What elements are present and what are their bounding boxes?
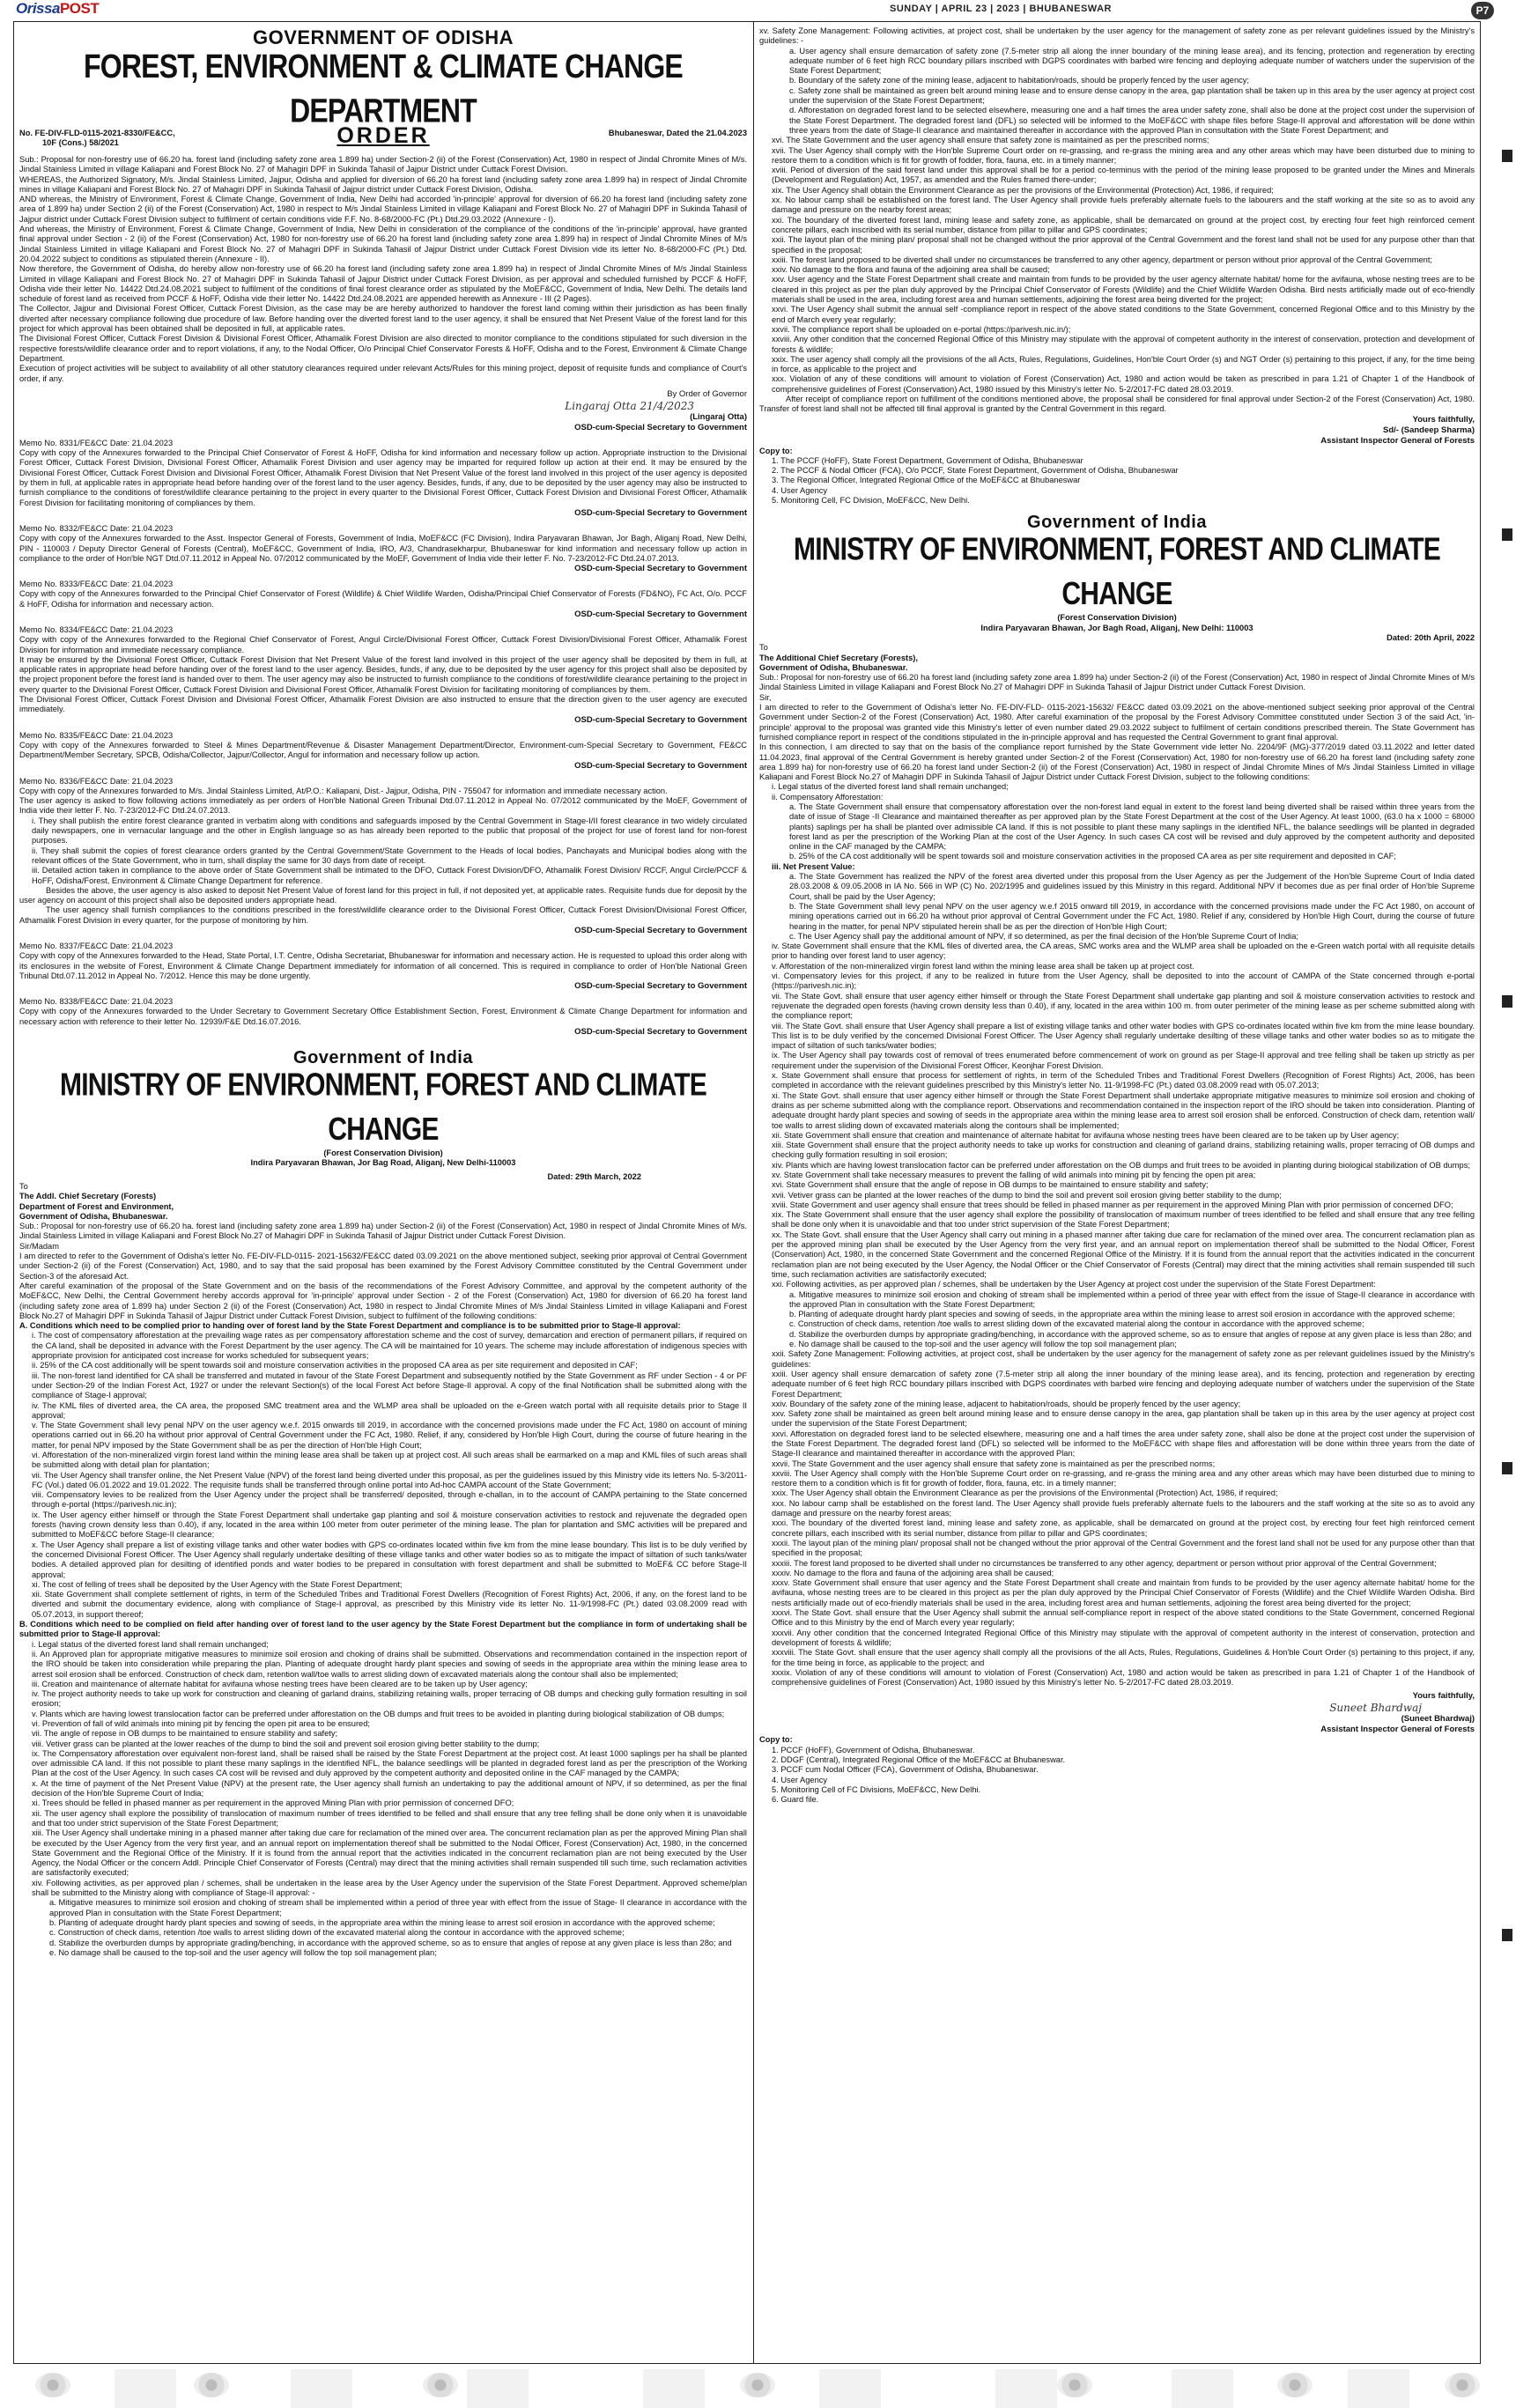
registration-mark	[1057, 2373, 1092, 2397]
conditions-list	[759, 942, 1475, 1289]
masthead	[0, 0, 1516, 19]
condition-subitem: a. Mitigative measures to minimize soil erosion and choking of stream shall be implemented within a period of three year with effect from the issue of Stage-II clearance in accordance with the approved Plan in consultation with the State Forest Department;	[789, 1289, 1475, 1309]
officer-name: Sd/- (Sandeep Sharma)	[1383, 425, 1475, 435]
officer-title: OSD-cum-Special Secretary to Government	[574, 609, 747, 619]
condition-item: xiv. Following activities, as per approved plan / schemes, shall be undertaken in the lease area by the User Agency under the supervision of the State Forest Department. Approved scheme/plan shall be submitted to the Ministry along with compliance of Stage-II approval: -	[32, 1878, 747, 1898]
copy-list	[759, 1746, 1475, 1806]
subject-para: Sub.: Proposal for non-forestry use of 66.20 ha. forest land (including safety zone area 1.899 ha) under Section-2 (ii) of the Forest (Conservation) Act, 1980 in respect of Jindal Chromite Mines of M/s. Jindal Stainless Limited in village Kaliapani and Forest Block No.27 of Mahagiri DPF in Sukinda Tahasil of Jajpur District under Cuttack Forest Division.	[19, 1222, 747, 1241]
officer-title: OSD-cum-Special Secretary to Government	[574, 564, 747, 574]
registration-mark	[1445, 2373, 1480, 2397]
addressee: Government of Odisha, Bhubaneswar.	[19, 1211, 168, 1221]
to-line: To	[19, 1181, 28, 1191]
memo-item: iii. Detailed action taken in compliance to the above order of State Government shall be intimated to the DFO, Cuttack Forest Division/DFO, Athamalik Forest Division/ RCCF, Angul Circle/PCCF & HoFF, Odisha/Forest, Environment & Climate Change Department for reference.	[32, 866, 747, 885]
condition-item: xxii. The layout plan of the mining plan/ proposal shall not be changed without the prior approval of the Central Government and the forest land shall not be used for any purpose other than that specified in the proposal;	[772, 235, 1475, 255]
registration-mark	[1277, 2373, 1313, 2397]
addressee: Government of Odisha, Bhubaneswar.	[759, 662, 908, 672]
by-order: By Order of Governor	[667, 388, 747, 399]
officer-title: Assistant Inspector General of Forests	[1320, 1725, 1475, 1735]
condition-item: xiii. The User Agency shall undertake mining in a phased manner after taking due care for reclamation of the mined over area. The concurrent reclamation plan as per the approved Mining Plan shall be executed by the User Agency from the very first year, and an annual report on implementation thereof shall be submitted to the Nodal Officer, Forest (Conservation) Act, 1980, in the concerned State Government and the Regional Office of the Ministry. If it is found from the annual report that the activities indicated in the concurrent reclamation plan are not being executed by the User Agency, the Nodal Officer or the concern Addl. Principle Chief Conservator of Forests (Central) may direct that the mining activities shall remain suspended till such time, such reclamation activities are satisfactorily executed;	[32, 1828, 747, 1878]
npv-sublist	[759, 872, 1475, 942]
memo-body: It may be ensured by the Divisional Forest Officer, Cuttack Forest Division that Net Present Value of the forest land involved in this project of the user agency shall be deposited by them in full, at applicable rates in appropriate head before handing over of the forest land to the user agency. Besides, funds, if any, due to be deposited by the user agency for this project shall also be deposited by the project proponent before the forest land is handed over to them. The user agency may also be instructed to furnish compliance to the conditions of forest/wildlife clearance pertaining to the project in every quarter to the Divisional Forest Officer, Cuttack Forest Division and Divisional Forest Officer, Athamalik Forest Division for facilitating monitoring of compliances by them.	[19, 654, 747, 694]
condition-subitem: a. The State Government shall ensure that compensatory afforestation over the non-forest land equal in extent to the forest land being diverted shall be raised within three years from the date of issue of Stage -II Clearance and maintained thereafter as per approved plan by the State Forest Department at the cost of the User Agency. At least 1000, (63.0 ha x 1000 = 68000 plants) saplings per ha shall be planted over admissible CA land. If this is not possible to plant these many saplings in the identified NFL, the balance seedlings will be planted in degraded forest land as per the prescription of the Working Plan at the cost of the User Agency. In such cases CA cost will be revised and duly approved by the competent authority and deposited online in the CAF managed by the CAMPA;	[789, 802, 1475, 852]
section-heading: A. Conditions which need to be complied prior to handing over of forest land by the State Forest Department and compliance is to be submitted prior to Stage-II approval:	[19, 1321, 681, 1331]
condition-subitem: a. The State Government has realized the NPV of the forest area diverted under this proposal from the User Agency as per the Judgement of the Hon'ble Supreme Court of India dated 28.03.2008 & 09.05.2008 in IA No. 566 in WP (C) No. 202/1995 and guidelines issued by this Ministry in this regard. Additional NPV if becomes due as per final order of Hon'ble Supreme Court, shall be paid by the User Agency;	[789, 872, 1475, 901]
condition-item: xxv. Safety zone shall be maintained as green belt around mining lease and to ensure dense canopy in the area, gap plantation shall be taken up in this area by the user agency at project cost under the supervision of the State Forest Department;	[772, 1409, 1475, 1429]
condition-item: viii. Compensatory levies to be realized from the User Agency under the project shall be transferred/ deposited, through e-challan, in to the account of CAMPA pertaining to the State concerned through e-portal (https://parivesh.nic.in);	[32, 1490, 747, 1510]
condition-item: viii. Vetiver grass can be planted at the lower reaches of the dump to bind the soil and prevent soil erosion giving better stability to the dump;	[32, 1739, 540, 1748]
memo-body: Copy with copy of the Annexures forwarded to M/s. Jindal Stainless Limited, At/P.O.: Kaliapani, Dist.- Jajpur, Odisha, PIN - 755047 for information and immediate necessary action.	[19, 786, 668, 795]
order-title: ORDER	[336, 123, 430, 148]
officer-name: (Lingaraj Otta)	[690, 411, 747, 422]
condition-item: xxvii. The compliance report shall be uploaded on e-portal (https://parivesh.nic.in/);	[772, 324, 1071, 334]
copy-recipient: 1. PCCF (HoFF), Government of Odisha, Bhubaneswar.	[772, 1745, 975, 1754]
section-heading: B. Conditions which need to be complied on field after handing over of forest land to the user agency by the State Forest Department but the compliance in form of undertaking shall be submitted prior to Stage-II approval:	[19, 1620, 747, 1639]
condition-item: ix. The User agency either himself or through the State Forest Department shall undertake gap planting and soil & moisture conservation activities to restock and rejuvenate the degraded open forests (having crown density less than 0.40), if any, located in the area within 100 meter from outer perimeter of the mining lease. The plan for plantation and SMC activities will be prepared and submitted to MoEF&CC before Stage-II clearance;	[32, 1510, 747, 1540]
brand-logo: OrissaPOST	[16, 0, 100, 17]
body-para: The Divisional Forest Officer, Cuttack Forest Division & Divisional Forest Officer, Athamalik Forest Division are also directed to monitor compliance to the conditions stipulated for such diversion in the respective forests/wildlife clearance order and to report violations, if any, to the Nodal Officer, O/o Principal Chief Conservator Forests & HoFF, Odisha and to the Forest, Environment & Climate Change Department.	[19, 334, 747, 363]
addressee: The Additional Chief Secretary (Forests),	[759, 653, 918, 662]
copy-recipient: 2. The PCCF & Nodal Officer (FCA), O/o PCCF, State Forest Department, Government of Odisha, Bhubaneswar	[772, 466, 1179, 476]
condition-subitem: c. Construction of check dams, retention /toe walls to arrest sliding down of the excavated material along the contour in accordance with the approved scheme;	[789, 1319, 1364, 1329]
condition-item: xxi. Following activities, as per approved plan / schemes, shall be undertaken by the User Agency at project cost under the supervision of the State Forest Department:	[772, 1280, 1376, 1289]
condition-subitem: a. Mitigative measures to minimize soil erosion and choking of stream shall be implemented within a period of three year with effect from the issue of Stage- II clearance in accordance with the approved Plan in consultation with the State Forest Department;	[49, 1898, 747, 1917]
condition-item: x. At the time of payment of the Net Present Value (NPV) at the present rate, the User agency shall furnish an undertaking to pay the additional amount of NPV, if so determined, as per the final decision of the Hon'ble Supreme Court of India;	[32, 1778, 747, 1799]
condition-subitem: b. The State Government shall levy penal NPV on the user agency w.e.f 2015 onward till 2019, in accordance with the concerned provisions made under the FC Act 1980, on account of mining operations carried out in 66.20 ha without prior approval of Central Government under the FC Act, 1980. Relief if any, considered by Hon'ble High Court, during the course of future hearing in the matter, for penal NPV stipulated herein shall be as per the direction of Hon'ble High Court;	[789, 901, 1475, 931]
condition-subitem: e. No damage shall be caused to the top-soil and the user agency will follow the top soil management plan;	[49, 1947, 437, 1957]
column-divider	[753, 21, 754, 2364]
copy-to-heading: Copy to:	[759, 446, 793, 455]
condition-item: vi. Compensatory levies for this project, if any to be realized in future from the User Agency, shall be deposited to into the account of CAMPA of the State concerned through e-portal (https://parivesh.nic.in);	[772, 971, 1475, 991]
copy-recipient: 1. The PCCF (HoFF), State Forest Department, Government of Odisha, Bhubaneswar	[772, 455, 1083, 465]
memo-body: Besides the above, the user agency is also asked to deposit Net Present Value of forest land for this project in full, if not deposited yet, at applicable rates. Requisite funds due for deposit by the user agency on account of this project shall also be deposited unders appropriate head.	[19, 885, 747, 905]
condition-item: xxxii. The layout plan of the mining plan/ proposal shall not be changed without the prior approval of the Central Government and the forest land shall not be used for any purpose other than that specified in the proposal;	[772, 1538, 1475, 1558]
condition-item: xi. The cost of felling of trees shall be deposited by the User Agency with the State Forest Department;	[32, 1579, 403, 1589]
condition-item: xx. The State Govt. shall ensure that the User Agency shall carry out mining in a phased manner after taking due care for reclamation of the mined over area. The concurrent reclamation plan as per the approved mining plan shall be executed by the User Agency from the very first year, and an annual report on implementation thereof shall be submitted to the Nodal Officer, Forest (Conservation) Act, 1980, in the concerned State Government and the concerned Regional Office of the Ministry. If it is found from the annual report that the activities indicated in the concurrent reclamation plan are not being executed by the User Agency, the Nodal Officer or the Chief Conservator of Forests (Central) may direct that the mining activities shall remain suspended till such time, such reclamation activities are satisfactorily executed;	[772, 1230, 1475, 1279]
condition-subitem: c. Safety zone shall be maintained as green belt around mining lease and to ensure dense canopy in the area, gap plantation shall be taken up in this area by the user agency at project cost under the supervision of the State Forest Department;	[789, 85, 1475, 106]
condition-item: xxxi. The boundary of the diverted forest land, mining lease and safety zone, as applicable, shall be demarcated on ground at the project cost, by erecting four feet high reinforced cement concrete pillars, each inscribed with its serial number, distance from pillar to pillar and GPS coordinates;	[772, 1518, 1475, 1538]
condition-item: xv. Safety Zone Management: Following activities, at project cost, shall be undertaken by the user agency for the management of safety zone as per relevant guidelines issued by the Ministry's guidelines: -	[759, 26, 1475, 46]
yours-faithfully: Yours faithfully,	[1412, 414, 1475, 425]
body-para: Execution of project activities will be subject to availability of all other statutory clearances required under relevant Acts/Rules for this mining project, deposit of requisite funds and compliance of Court's order, if any.	[19, 364, 747, 383]
condition-item: xvi. The State Government and the user agency shall ensure that safety zone is maintained as per the prescribed norms;	[772, 136, 1209, 145]
condition-item: v. The State Government shall levy penal NPV on the user agency w.e.f. 2015 onwards till 2019, in accordance with the concerned provisions made under the FC Act, 1980 on account of mining operations carried out in 66.20 ha without prior approval of Central Government under the FC Act, 1980. Relief, if any, considered by Hon'ble High Court, during the course of future hearing in the matter, for penal NPV imposed by the State Government shall be as per the direction of Hon'ble High Court;	[32, 1421, 747, 1450]
condition-item: xii. The user agency shall explore the possibility of translocation of maximum number of trees identified to be felled and shall ensure that any tree felling shall be done only when it is unavoidable and that too under strict supervision of the State Forest Department;	[32, 1808, 747, 1828]
officer-title: OSD-cum-Special Secretary to Government	[574, 981, 747, 992]
safety-zone-sublist	[759, 47, 1475, 137]
condition-item: xii. State Government shall ensure that creation and maintenance of alternate habitat for avifauna whose nesting trees have been cleared are to be taken up by User agency;	[772, 1130, 1400, 1140]
conditions-list	[759, 1370, 1475, 1688]
condition-item: xvi. State Government shall ensure that the angle of repose in OB dumps to be maintained to ensure stability and safety;	[772, 1180, 1209, 1190]
odisha-gov-heading: GOVERNMENT OF ODISHA	[252, 26, 514, 48]
condition-item: iv. The KML files of diverted area, the CA area, the proposed SMC treatment area and the WLMP area shall be uploaded on the e-Green watch portal with all requisite details prior to Stage II approval;	[32, 1400, 747, 1420]
side-tick	[1502, 1929, 1512, 1941]
condition-item: xxxiv. No damage to the flora and fauna of the adjoining area shall be caused;	[772, 1568, 1054, 1577]
side-tick	[1502, 528, 1512, 541]
condition-item: xxxvii. Any other condition that the concerned Integrated Regional Office of this Ministry may stipulate with the approval of competent authority in the interest of conservation, protection and development of forests & wildlife;	[772, 1628, 1475, 1647]
condition-item: ix. The User Agency shall pay towards cost of removal of trees enumerated before commencement of work on ground as per Stage-II approval and tree felling shall be taken up strictly as per requirement under the supervision of the Divisional Forest Officer, Keonjhar Forest Division.	[772, 1051, 1475, 1070]
activities-sublist	[759, 1290, 1475, 1350]
letter-date: Dated: 20th April, 2022	[1387, 632, 1475, 642]
conditions-sublist-b	[19, 1898, 747, 1958]
memo-number: Memo No. 8335/FE&CC Date: 21.04.2023	[19, 730, 174, 740]
memo-number: Memo No. 8338/FE&CC Date: 21.04.2023	[19, 997, 174, 1007]
body-para: I am directed to refer to the Government of Odisha's letter No. FE-DIV-FLD-0115- 2021-15632/FE&CC dated 03.09.2021 on the above mentioned subject, seeking prior approval of Central Government under Section-2 (ii) of the Forest (Conservation) Act, 1980, and to say that the said proposal has been examined by the Forest Advisory Committee constituted by the Central Government under Section-3 of the aforesaid Act.	[19, 1252, 747, 1281]
condition-item: xix. The State Government shall ensure that the user agency shall explore the possibility of translocation of maximum number of trees identified to be felled and shall ensure that any tree felling shall be done only when it is unavoidable and that too under strict supervision of the State Forest Department;	[772, 1210, 1475, 1230]
ca-sublist	[759, 802, 1475, 862]
yours-faithfully: Yours faithfully,	[1412, 1691, 1475, 1702]
division: (Forest Conservation Division)	[1057, 613, 1177, 623]
page-number-badge: P7	[1471, 2, 1494, 19]
memo-body: Copy with copy of the Annexures forwarded to the Principal Chief Conservator of Forest (Wildlife) & Chief Wildlife Warden, Odisha/Principal Chief Conservator of Forests (FD&NO), FC Act, O/o. PCCF & HoFF, Odisha for information and necessary action.	[19, 589, 747, 609]
condition-item: xxvii. The State Government and the user agency shall ensure that safety zone is maintained as per the prescribed norms;	[772, 1459, 1216, 1468]
letter-date: Dated: 29th March, 2022	[547, 1171, 641, 1181]
condition-item: vii. The State Govt. shall ensure that user agency either himself or through the State Forest Department shall undertake gap planting and soil & moisture conservation activities to restock and rejuvenate the degraded open forests (having crown density less than 0.40), if any, located in the area within 100 m. from outer perimeter of the mining lease as per scheme submitted along with the compliance report;	[772, 991, 1475, 1021]
condition-item: iv. The project authority needs to take up work for construction and cleaning of garland drains, stabilizing retaining walls, proper terracing of OB dumps and checking gully formation resulting in soil erosion;	[32, 1689, 747, 1709]
subject-para: Sub.: Proposal for non-forestry use of 66.20 ha. forest land (including safety zone area 1.899 ha) under Section-2 (ii) of the Forest (Conservation) Act, 1980 in respect of Jindal Chromite Mines of M/s. Jindal Stainless Limited in village Kaliapani and Forest Block No. 27 of Mahagiri DPF in Sukinda Tahasil of Jajpur District under Cuttack Forest Division.	[19, 155, 747, 174]
condition-item: xxxviii. The State Govt. shall ensure that the user agency shall comply all the provisions of the all Acts, Rules, Regulations, Guidelines & Hon'ble Court Order (s) pertaining to this project, if any, for the time being in force, as applicable to the project; and	[772, 1648, 1475, 1667]
side-tick	[1502, 150, 1512, 162]
ministry-heading: MINISTRY OF ENVIRONMENT, FOREST AND CLIMATE CHANGE	[794, 532, 1440, 612]
memo-body: Copy with copy of the Annexures forwarded to the Asst. Inspector General of Forests, Government of India, MoEF&CC (FC Division), Indira Paryavaran Bhawan, Jor Bagh, Aliganj Road, New Delhi, PIN - 110003 / Deputy Director General of Forests (Central), MoEF&CC, Government of India, IRO, A/3, Chandrasekharpur, Bhubaneswar for kind information and necessary follow up action in compliance to the order of Hon'ble NGT Dtd.07.11.2012 in Appeal No. 07/2012 communicated by the MoEF, Government of India vide their letter F. No. 7-23/2012-FC Dtd.24.07.2013.	[19, 534, 747, 563]
condition-item: i. The cost of compensatory afforestation at the prevailing wage rates as per compensatory afforestation scheme and the cost of survey, demarcation and erection of permanent pillars, if required on the CA land, shall be deposited in advance with the Forest Department by the user agency. The CA will be maintained for 10 years. The scheme may include afforestation of indigenous species with appropriate provision for anticipated cost increase for works scheduled for subsequent years;	[32, 1331, 747, 1361]
left-column	[19, 26, 747, 2359]
memo-body: The user agency shall furnish compliances to the conditions prescribed in the forest/wildlife clearance order to the Divisional Forest Officer, Cuttack Forest Division/Divisional Forest Officer, Athamalik Forest Division in every quarter, for the purpose of monitoring by him.	[19, 905, 747, 925]
condition-item: iv. State Government shall ensure that the KML files of diverted area, the CA areas, SMC works area and the WLMP area shall be uploaded on the e-Green watch portal with all requisite details prior to handing over forest land to user agency;	[772, 942, 1475, 961]
condition-item: v. Plants which are having lowest translocation factor can be preferred under afforestation on the OB dumps and fruit trees to be avoided in planting during biological stabilization of OB dumps;	[32, 1709, 725, 1718]
salutation: Sir/Madam	[19, 1241, 59, 1251]
condition-item: ii. An Approved plan for appropriate mitigative measures to minimize soil erosion and choking of drains shall be submitted. Observations and recommendation contained in the inspection report of the IRO should be taken into consideration while preparing the plan. Planting of adequate drought hardy plant species and sowing of seeds in the appropriate area within the mining lease area to arrest soil erosion shall be enforced. Construction of check dam, retention wall/toe walls to arrest sliding down of excavated materials along the contour shall also be implemented;	[32, 1649, 747, 1679]
side-tick	[1502, 995, 1512, 1008]
copy-recipient: 3. PCCF cum Nodal Officer (FCA), Government of Odisha, Bhubaneswar.	[772, 1765, 1039, 1775]
condition-item: xxviii. Any other condition that the concerned Regional Office of this Ministry may stipulate with the approval of competent authority in the interest of conservation, protection and development of forests & wildlife;	[772, 335, 1475, 354]
memo-number: Memo No. 8332/FE&CC Date: 21.04.2023	[19, 523, 174, 533]
right-column	[759, 26, 1475, 2359]
condition-item: xxx. Violation of any of these conditions will amount to violation of Forest (Conservation) Act, 1980 and action would be taken as prescribed in para 1.21 of Chapter 1 of the Handbook of comprehensive guidelines of Forest (Conservation) Act, 1980 issued by this Ministry's letter No. 5-2/2017-FC dated 28.03.2019.	[772, 374, 1475, 394]
memo-item: i. They shall publish the entire forest clearance granted in verbatim along with conditions and safeguards imposed by the Central Government in Stage-I/II forest clearance in two widely circulated daily newspapers, one in vernacular language and the other in English language so as has already been reported to the public that proposal of the project for use of forest land for non-forest purposes.	[32, 816, 747, 846]
memo-body: Copy with copy of the Annexures forwarded to the Principal Chief Conservator of Forest & HoFF, Odisha for kind information and necessary follow up action. Appropriate instruction to the Divisional Forest Officer, Cuttack Forest Division, Divisional Forest Officer, Athamalik Forest Division and user agency may be imparted for required follow up action at their end. It may be ensured by the Divisional Forest Officer, Cuttack Forest Division and Divisional Forest Officer, Athamalik Forest Division that Net Present Value of the forest land involved in this project of the user agency is deposited by them in full, at applicable rates in appropriate head before handing over of the forest land to the user agency. Besides, funds, if any, due to be deposited by the user agency may also be instructed to furnish compliance to the conditions of forest/wildlife clearance pertaining to the project in every quarter to the Divisional Forest Officer, Cuttack Forest Division and Divisional Forest Officer, Athamalik Forest Division for facilitating monitoring of compliances by them.	[19, 448, 747, 507]
condition-item: v. Afforestation of the non-mineralized virgin forest land within the mining lease area shall be taken up at project cost.	[772, 961, 1194, 971]
condition-item: xxxix. Violation of any of these conditions will amount to violation of Forest (Conservation) Act, 1980 and action would be taken as prescribed in para 1.21 of Chapter 1 of the Handbook of comprehensive guidelines of Forest (Conservation) Act, 1980 issued by this Ministry's letter No. 5-2/2017-FC dated 28.03.2019.	[772, 1667, 1475, 1688]
ministry-heading: MINISTRY OF ENVIRONMENT, FOREST AND CLIMATE CHANGE	[60, 1067, 706, 1148]
condition-item: xxxv. State Government shall ensure that user agency and the State Forest Department shall create and maintain from funds to be provided by the user agency alternate habitat/ home for the avifauna, whose nesting trees are to be cleared in this project as per the plan duly approved by the Principal Chief Conservator of Forests (Wildlife) and the Chief Wildlife Warden Odisha. Bird nests artificially made out of eco-friendly materials shall be used in the area, including forest area and human settlements, adjoining the forest area being diverted for the project;	[772, 1578, 1475, 1607]
officer-title: OSD-cum-Special Secretary to Government	[574, 1027, 747, 1038]
body-para: AND whereas, the Ministry of Environment, Forest & Climate Change, Government of India, New Delhi had accorded 'in-principle' approval for diversion of 66.20 ha forest land (including safety zone area of 1.899 ha) under Section 2 (ii) of the Forest (Conservation) Act, 1980 in respect to M/s Jindal Stainless Limited in village Kaliapani and Forest Block No. 27 of Mahagiri DPF in Sukinda Tahasil of Jajpur district under Cuttack Forest Division subject to fulfilment of certain conditions vide F.F. No. 8-68/2000-FC (Pt.) Dtd.29.03.2022 (Annexure - I).	[19, 195, 747, 224]
body-para: And whereas, the Ministry of Environment, Forest & Climate Change, Government of India, New Delhi in consideration of the compliance of the conditions of the 'in-principle' approval, have granted final approval under Section - 2 (ii) of the Forest (Conservation) Act, 1980 for non-forestry use of 66.20 ha forest land (including safety zone area 1.899 ha) in respect of Jindal Chromite Mines of M/s Jindal Stainless Limited in village Kaliapani and Forest Block No. 27 of Mahagiri DPF in Sukinda Tahasil of Jajpur District under Cuttack Forest Division vide its letter No. 8-68/2000-FC (Pt.) Dtd. 20.04.2022 subject to conditions as stipulated therein (Annexure - II).	[19, 225, 747, 263]
condition-item: xxix. The user agency shall comply all the provisions of the all Acts, Rules, Regulations, Guidelines, Hon'ble Court Order (s) and NGT Order (s) pertaining to this project, if any, for the time being in force, as applicable to the project and	[772, 354, 1475, 374]
condition-subitem: e. No damage shall be caused to the top-soil and the user agency will follow the top soil management plan;	[789, 1340, 1177, 1349]
addressee: The Addl. Chief Secretary (Forests)	[19, 1192, 157, 1201]
condition-item: viii. The State Govt. shall ensure that User Agency shall prepare a list of existing village tanks and other water bodies with GPS co-ordinates located within five km from the mine lease boundary. This list is to be duly verified by the concerned Divisional Forest Officer. The User Agency shall regularly undertake desilting of these village tanks and other water bodies so as to mitigate the impact of siltation of such tanks/water bodies;	[772, 1021, 1475, 1051]
condition-item: vi. Afforestation of the non-mineralized virgin forest land within the mining lease area shall be taken up at project cost. All such areas shall be earmarked on a map and KML files of such areas shall be submitted along with detail plan for plantation;	[32, 1450, 747, 1470]
condition-subitem: c. The User Agency shall pay the additional amount of NPV, if so determined, as per the final decision of the Hon'ble Supreme Court of India;	[789, 931, 1298, 941]
body-para: After careful examination of the proposal of the State Government and on the basis of the recommendations of the Forest Advisory Committee, and approval by the competent authority of the MoEF&CC, New Delhi, the Central Government hereby accords approval for 'in-principle' approval under Section - 2 of the Forest (Conservation) Act, 1980 for diversion of 66.20 ha forest land (including safety zone area of 1.899 ha) under Section 2 (ii) of the Forest (Conservation) Act, 1980 in respect to Jindal Chromite Mines of M/s Jindal Stainless Limited in village Kaliapani and Forest Block No.27 of Mahagiri DPF in Sukinda Tahasil of Jajpur District under Cuttack Forest Division, subject to fulfilment of the following conditions:	[19, 1281, 747, 1320]
condition-subitem: b. Boundary of the safety zone of the mining lease, adjacent to habitation/roads, should be properly fenced by the user agency;	[789, 76, 1249, 85]
memo-number: Memo No. 8337/FE&CC Date: 21.04.2023	[19, 942, 174, 950]
condition-item: xxxiii. The forest land proposed to be diverted shall under no circumstances be transferred to any other agency, department or person without prior approval of the Central Government;	[772, 1558, 1437, 1568]
condition-item: xxiii. User agency shall ensure demarcation of safety zone (7.5-meter strip all along the inner boundary of the mining lease area), and its fencing, protection and regeneration by erecting adequate number of 6 feet high RCC boundary pillars inscribed with DGPS coordinates with barbed wire fencing and deploying adequate number of watchers under the supervision of the State Forest Department;	[772, 1369, 1475, 1399]
condition-item: iii. The non-forest land identified for CA shall be transferred and mutated in favour of the State Forest Department and subsequently notified by the State Government as RF under Section - 4 or PF under Section-29 of the Indian Forest Act, 1927 or under the relevant Section(s) of the local Forest Act before Stage-II approval. A copy of the final Notification shall be submitted along with the compliance of Stage-I approval;	[32, 1370, 747, 1400]
conditions-list-a	[19, 1331, 747, 1620]
copy-recipient: 3. The Regional Officer, Integrated Regional Office of the MoEF&CC at Bhubaneswar	[772, 476, 1081, 485]
condition-item: xxvi. The User Agency shall submit the annual self -compliance report in respect of the above stated conditions to the State Government, concerned Regional Office and to this Ministry by the end of March every year regularly;	[772, 305, 1475, 324]
salutation: Sir,	[759, 692, 772, 702]
memo-item: ii. They shall submit the copies of forest clearance orders granted by the Central Government/State Government to the Heads of local bodies, Panchayats and Municipal bodies along with the relevant offices of the State Government, who in turn, shall display the same for 30 days from date of receipt.	[32, 846, 747, 865]
copy-recipient: 4. User Agency	[772, 485, 828, 495]
order-date: Bhubaneswar, Dated the 21.04.2023	[608, 129, 747, 137]
condition-item: xvii. Vetiver grass can be planted at the lower reaches of the dump to bind the soil and prevent soil erosion giving better stability to the dump;	[772, 1190, 1282, 1200]
condition-subitem: d. Stabilize the overburden dumps by appropriate grading/benching, in accordance with the approved scheme, so as to ensure that angles of repose at any given place is less than 28o; and	[789, 1329, 1472, 1339]
condition-item: xviii. State Government and user agency shall ensure that trees should be felled in phased manner as per requirement in the approved Mining Plan with prior permission of concerned DFO;	[772, 1200, 1453, 1209]
division: (Forest Conservation Division)	[323, 1149, 443, 1158]
memo-body: Copy with copy of the Annexures forwarded to the Regional Chief Conservator of Forest, Angul Circle/Divisional Forest Officer, Cuttack Forest Division/Divisional Forest Officer, Athamalik Forest Division for information and immediate necessary compliance.	[19, 635, 747, 654]
dateline: SUNDAY | APRIL 23 | 2023 | BHUBANESWAR	[890, 4, 1112, 14]
department-heading: FOREST, ENVIRONMENT & CLIMATE CHANGE DEPARTMENT	[84, 47, 683, 129]
condition-item: i. Legal status of the diverted forest land shall remain unchanged;	[32, 1639, 269, 1649]
ref-line-2: 10F (Cons.) 58/2021	[42, 138, 119, 148]
condition-item: xxx. No labour camp shall be established on the forest land. The User Agency shall provide fuels preferably alternate fuels to the labourers and the staff working at the site so as to avoid any damage and pressure on the nearby forest areas;	[772, 1498, 1475, 1518]
condition-item: xv. State Government shall take necessary measures to prevent the falling of wild animals into mining pit by fencing the open pit area;	[772, 1170, 1256, 1179]
officer-title: OSD-cum-Special Secretary to Government	[574, 507, 747, 518]
condition-item: xxiii. The forest land proposed to be diverted shall under no circumstances be transferred to any other agency, department or person without prior approval of the Central Government;	[772, 255, 1433, 264]
signature: Suneet Bhardwaj	[1329, 1702, 1422, 1715]
condition-item: xviii. Period of diversion of the said forest land under this approval shall be for a period co-terminus with the period of the mining lease proposed to be granted under the Mines and Minerals (Development and Regulation) Act, 1957, as amended and the Rules framed there-under;	[772, 166, 1475, 185]
to-line: To	[759, 643, 768, 653]
condition-item: xxiv. Boundary of the safety zone of the mining lease, adjacent to habitation/roads, should be properly fenced by the user agency;	[772, 1399, 1241, 1408]
officer-name: (Suneet Bhardwaj)	[1401, 1714, 1475, 1725]
condition-item: xxvi. Afforestation on degraded forest land to be selected elsewhere, measuring one and a half times the area under safety zone, shall also be done at the project cost under the supervision of the State Forest Department. The degraded forest land (DFL) so selected will be informed to the MoEF&CC with shape files and afforestation will be done within three years from the date of Stage-II clearance and maintained thereafter in accordance with the approved Plan;	[772, 1429, 1475, 1459]
copy-recipient: 4. User Agency	[772, 1775, 828, 1784]
copy-recipient: 2. DDGF (Central), Integrated Regional Office of the MoEF&CC at Bhubaneswar.	[772, 1755, 1066, 1765]
memo-number: Memo No. 8334/FE&CC Date: 21.04.2023	[19, 624, 174, 634]
condition-item: x. The User Agency shall prepare a list of existing village tanks and other water bodies with GPS co-ordinates located within five km from the mine lease boundary. This list is to be duly verified by the concerned Divisional Forest Officer. The User Agency shall regularly undertake desilting of these village tanks and other water bodies so as to mitigate the impact of siltation of such tanks/water bodies. A detailed approved plan for desilting of identified ponds and water bodies to be prepared in consultation with forest department and shall be submitted to MoEF& CC before Stage-II approval;	[32, 1540, 747, 1579]
condition-item: vii. The User Agency shall transfer online, the Net Present Value (NPV) of the forest land being diverted under this proposal, as per the guidelines issued by this Ministry vide its letters No. 5-3/2011-FC (Vol.) dated 06.01.2022 and 19.01.2022. The requisite funds shall be transferred through online portal into Ad-hoc CAMPA account of the State Government;	[32, 1470, 747, 1489]
condition-item: i. Legal status of the diverted forest land shall remain unchanged;	[772, 782, 1009, 792]
registration-mark	[35, 2373, 70, 2397]
condition-subitem: c. Construction of check dams, retention /toe walls to arrest sliding down of the excavated material along the contour in accordance with the approved scheme;	[49, 1928, 625, 1938]
condition-subitem: b. Planting of adequate drought hardy plant species and sowing of seeds, in the appropriate area within the mining lease to arrest soil erosion in accordance with the approved scheme;	[49, 1917, 715, 1927]
body-para: After receipt of compliance report on fulfillment of the conditions mentioned above, the proposal shall be considered for final approval under Section-2 of the Forest (Conservation) Act, 1980. Transfer of forest land shall not be affected till final approval is granted by the Central Government in this regard.	[759, 394, 1475, 414]
condition-item: xiv. Plants which are having lowest translocation factor can be preferred under afforestation on the OB dumps and fruit trees to be avoided in planting during biological stabilization of OB dumps;	[772, 1160, 1470, 1170]
body-para: I am directed to refer to the Government of Odisha's letter No. FE-DIV-FLD- 0115-2021-15632/ FE&CC dated 03.09.2021 on the above-mentioned subject seeking prior approval of the Central Government under Section-2 of the Forest (Conservation) Act, 1980. After careful examination of the proposal by the Forest Advisory Committee constituted under Section 3 of the said Act, 'in-principle' approval to the proposal was granted vide this Ministry's letter of even number dated 29.03.2022 subject to fulfilment of certain conditions prescribed therein. The State Government has furnished compliance report in respect of the conditions stipulated in the in-principle approval and has requested the Central Government to grant final approval.	[759, 703, 1475, 742]
condition-item: ii. 25% of the CA cost additionally will be spent towards soil and moisture conservation activities in the proposed CA area as per site requirement and deposited in CAF;	[32, 1361, 638, 1370]
memo-number: Memo No. 8333/FE&CC Date: 21.04.2023	[19, 580, 174, 589]
addressee: Department of Forest and Environment,	[19, 1201, 174, 1211]
condition-item: xxv. User agency and the State Forest Department shall create and maintain from funds to be provided by the user agency alternate habitat/ home for the avifauna, whose nesting trees are to be cleared in this project as per the plan duly approved by the Principal Chief Conservator of Forests (Wildlife) and the Chief Wildlife Warden Odisha. Bird nests artificially made out of eco-friendly materials shall be used in the area, including forest area and human settlements, adjoining the forest area being diverted for the project;	[772, 275, 1475, 305]
conditions-list-b	[19, 1640, 747, 1899]
condition-item: xx. No labour camp shall be established on the forest land. The User Agency shall provide fuels preferably alternate fuels to the labourers and the staff working at the site so as to avoid any damage and pressure on the nearby forest areas;	[772, 196, 1475, 215]
condition-item: xxxvi. The State Govt. shall ensure that the User Agency shall submit the annual self-compliance report in respect of the above stated conditions to the State Government, concerned Regional Office and to this Ministry by the end of March every year regularly;	[772, 1608, 1475, 1628]
condition-subitem: b. 25% of the CA cost additionally will be spent towards soil and moisture conservation activities in the proposed CA area as per site requirement and deposited in CAF;	[789, 852, 1396, 861]
condition-subitem: d. Afforestation on degraded forest land to be selected elsewhere, measuring one and a half times the area under safety zone, shall also be done at the project cost under the supervision of the State Forest Department. The degraded forest land (DFL) so selected will be informed to the MoEF&CC with shape files before Stage-II approval and afforestation will be done within three years from the date of Stage-II clearance and maintained thereafter in accordance with the approved Plan in consultation with the State Forest Department; and	[789, 106, 1475, 135]
registration-mark	[194, 2373, 229, 2397]
registration-mark	[740, 2373, 775, 2397]
condition-item: xi. The State Govt. shall ensure that user agency either himself or through the State Forest Department shall undertake appropriate mitigative measures to minimize soil erosion and choking of drains as per scheme submitted along with the compliance report. Observations and recommendation contained in the inspection report of the IRO should be taken into consideration. Planting of adequate drought hardy plant species and sowing of seeds in the appropriate area within the mining lease area to arrest soil erosion shall be enforced. Construction of check dam, retention wall/ toe walls to arrest sliding down of excavated materials along the contours shall be implemented;	[772, 1090, 1475, 1130]
condition-item: xxviii. The User Agency shall comply with the Hon'ble Supreme Court order on re-grassing, and re-grass the mining area and any other areas which may have been disturbed due to mining to restore them to a condition which is fit for growth of fodder, flora, fauna, etc. in a timely manner;	[772, 1468, 1475, 1488]
condition-item: xi. Trees should be felled in phased manner as per requirement in the approved Mining Plan with prior permission of concerned DFO;	[32, 1799, 514, 1808]
officer-title: OSD-cum-Special Secretary to Government	[574, 760, 747, 771]
condition-subitem: a. User agency shall ensure demarcation of safety zone (7.5-meter strip all along the inner boundary of the mining lease area), and its fencing, protection and regeneration by erecting adequate number of 6 feet high RCC boundary pillars inscribed with DGPS coordinates with barbed wire fencing and deploying adequate number of watchers under the supervision of the State Forest Department;	[789, 46, 1475, 76]
condition-item: x. State Government shall ensure that process for settlement of rights, in term of the Scheduled Tribes and Traditional Forest Dwellers (Recognition of Forest Rights) Act, 2006, has been completed in accordance with the relevant guidelines prescribed by this Ministry's letter No. 11-9/1998-FC (Pt.) dated 03.08.2009 read with 05.07.2013;	[772, 1071, 1475, 1090]
memo-number: Memo No. 8336/FE&CC Date: 21.04.2023	[19, 776, 174, 786]
officer-title: OSD-cum-Special Secretary to Government	[574, 714, 747, 725]
signature: Lingaraj Otta 21/4/2023	[565, 399, 694, 412]
memo-body: The Divisional Forest Officer, Cuttack Forest Division and Divisional Forest Officer, Athamalik Forest Division are also instructed to ensure that the direction given to the user agency are executed immediately.	[19, 695, 747, 714]
condition-item: iii. Net Present Value:	[772, 861, 855, 871]
ref-line-1: No. FE-DIV-FLD-0115-2021-8330/FE&CC,	[19, 129, 175, 137]
body-para: Now therefore, the Government of Odisha, do hereby allow non-forestry use of 66.20 ha forest land (including safety zone area 1.899 ha) in respect of Jindal Chromite Mines of M/s Jindal Stainless Limited in village Kaliapani and Forest Block No. 27 of Mahagiri DPF in Sukinda Tahasil of Jajpur District under Cuttack Forest Division, as per approval and scheduled furnished by PCCF & HoFF, Odisha vide their letter No. 14422 Dtd.24.08.2021 subject to fulfilment of the conditions of final forest clearance order as stipulated by the MoEF&CC, Government of India, New Delhi. The details land schedule of forest land as received from PCCF & HoFF, Odisha vide their letter No. 14422 Dtd.24.08.2021 are appended herewith as Annexure - III (2 Pages).	[19, 264, 747, 304]
condition-item: xix. The User Agency shall obtain the Environment Clearance as per the provisions of the Environmental (Protection) Act, 1986, if required;	[772, 185, 1274, 195]
copy-recipient: 5. Monitoring Cell, FC Division, MoEF&CC, New Delhi.	[772, 496, 970, 506]
body-para: In this connection, I am directed to say that on the basis of the compliance report furnished by the State Government vide letter No. 2204/9F (MG)-377/2019 dated 03.11.2022 and letter dated 11.04.2023, final approval of the Central Government is hereby granted under Section-2 of the Forest (Conservation) Act, 1980 for non-forestry use of 66.20 ha forest land (including safety zone area 1.899 ha) for non-forestry use of 66.20 ha forest land under Section-2 (ii) of the Forest (Conservation) Act, 1980 in respect of Jindal Chromite Mines of M/s Jindal Stainless Limited in village Kaliapani and Forest Block No.27 of Mahagiri DPF in Sukinda Tahasil of Jajpur District under Cuttack Forest Division, subject to the following conditions:	[759, 742, 1475, 782]
subject-para: Sub.: Proposal for non-forestry use of 66.20 ha forest land (including safety zone area 1.899 ha) under Section-2 (ii) of the Forest (Conservation) Act, 1980 in respect of Jindal Chromite Mines of M/s Jindal Stainless Limited in village Kaliapani and Forest Block No.27 of Mahagiri DPF in Sukinda Tahasil of Jajpur District under Cuttack Forest Division.	[759, 673, 1475, 692]
body-para: The Collector, Jajpur and Divisional Forest Officer, Cuttack Forest Division, as the case may be are hereby authorized to handover the forest land coming within their jurisdiction as has been finally diverted after necessary compliance following due procedure of law. Before handing over the diverted forest land to the user agency, it shall be ensured that Net Present Value of the forest land for this project for which approval has been obtained shall be deposited in full, at applicable rates.	[19, 304, 747, 334]
goi-heading: Government of India	[293, 1048, 473, 1068]
address: Indira Paryavaran Bhawan, Jor Bag Road, Aliganj, New Delhi-110003	[250, 1158, 516, 1168]
condition-item: vii. The angle of repose in OB dumps to be maintained to ensure stability and safety;	[32, 1729, 338, 1739]
officer-title: OSD-cum-Special Secretary to Government	[574, 926, 747, 935]
condition-subitem: b. Planting of adequate drought hardy plant species and sowing of seeds, in the appropriate area within the mining lease to arrest soil erosion in accordance with the approved scheme;	[789, 1310, 1455, 1319]
condition-item: xxi. The boundary of the diverted forest land, mining lease and safety zone, as applicable, shall be demarcated on ground at the project cost, by erecting four feet high reinforced cement concrete pillars, each inscribed with its serial number, distance from pillar to pillar and GPS coordinates;	[772, 215, 1475, 234]
copy-recipient: 5. Monitoring Cell of FC Divisions, MoEF&CC, New Delhi.	[772, 1784, 981, 1794]
order-reference	[19, 123, 747, 150]
officer-title: Assistant Inspector General of Forests	[1320, 435, 1475, 446]
memo-number: Memo No. 8331/FE&CC Date: 21.04.2023	[19, 438, 174, 447]
copy-recipient: 6. Guard file.	[772, 1795, 819, 1805]
condition-item: xiii. State Government shall ensure that the project authority needs to take up works for construction and cleaning of garland drains, stabilizing retaining walls, proper terracing of OB dumps and checking gully formation resulting in soil erosion;	[772, 1141, 1475, 1160]
conditions-list	[759, 136, 1475, 395]
memo-body: Copy with copy of the Annexures forwarded to the Under Secretary to Government Secretary Office Establishment Section, Forest, Environment & Climate Change Department for information and necessary action with reference to their letter No. 12939/F&E Dtd.16.07.2016.	[19, 1007, 747, 1026]
condition-subitem: d. Stabilize the overburden dumps by appropriate grading/benching, in accordance with the approved scheme, so as to ensure that angles of repose at any given place is less than 28o; and	[49, 1938, 732, 1947]
condition-item: xii. State Government shall complete settlement of rights, in term of the Scheduled Tribes and Traditional Forest Dwellers (Recognition of Forest Rights) Act, 2006, if any, on the forest land to be diverted and submit the documentary evidence, along with compliance of Stage-I approval, as prescribed by this Ministry vide its letter No. 11-9/1998-FC (Pt.) dated 03.08.2009 read with 05.07.2013, in support thereof;	[32, 1590, 747, 1619]
registration-mark	[423, 2373, 458, 2397]
memo-body: Copy with copy of the Annexures forwarded to the Head, State Portal, I.T. Centre, Odisha Secretariat, Bhubaneswar for information and necessary action. He is requested to upload this order along with its enclosures in the website of Forest, Environment & Climate Change Department immediately for information of all concerned. This is required in compliance to order of Hon'ble National Green Tribunal Dtd.07.11.2012 in Appeal No. 7/2012. Hence this may be done urgently.	[19, 951, 747, 980]
condition-item: ii. Compensatory Afforestation:	[772, 792, 884, 801]
condition-item: xxiv. No damage to the flora and fauna of the adjoining area shall be caused;	[772, 265, 1050, 275]
copy-list	[759, 456, 1475, 506]
memo-body: The user agency is asked to flow following actions immediately as per orders of Hon'ble National Green Tribunal Dtd.07.11.2012 in Appeal No. 07/2012 communicated by the MoEF, Government of India vide their letter F. No. 7-23/2012-FC Dtd.24.07.2013.	[19, 796, 747, 816]
condition-item: xxix. The User Agency shall obtain the Environment Clearance as per the provisions of the Environmental (Protection) Act, 1986, if required;	[772, 1488, 1278, 1498]
copy-to-heading: Copy to:	[759, 1735, 793, 1745]
address: Indira Paryavaran Bhawan, Jor Bagh Road, Aliganj, New Delhi: 110003	[980, 623, 1253, 632]
condition-item: vi. Prevention of fall of wild animals into mining pit by fencing the open pit area to be ensured;	[32, 1719, 370, 1728]
condition-item: xxii. Safety Zone Management: Following activities, at project cost, shall be undertaken by the user agency for the management of safety zone as per relevant guidelines issued by the Ministry's guidelines:	[772, 1349, 1475, 1369]
officer-title: OSD-cum-Special Secretary to Government	[574, 422, 747, 432]
side-tick	[1502, 1462, 1512, 1474]
condition-item: iii. Creation and maintenance of alternate habitat for avifauna whose nesting trees have been cleared are to be taken up by User agency;	[32, 1679, 528, 1688]
condition-item: xvii. The User Agency shall comply with the Hon'ble Supreme Court order on re-grassing, and re-grass the mining area and any other areas which may have been disturbed due to mining to restore them to a condition which is fit for growth of fodder, flora, fauna, etc. in a timely manner;	[772, 145, 1475, 165]
memo-body: Copy with copy of the Annexures forwarded to Steel & Mines Department/Revenue & Disaster Management Department/Director, Environment-cum-Special Secretary to Government, FE&CC Department/Member Secretary, SPCB, Odisha/Collector, Jajpur/Collector, Angul for information and necessary follow up action.	[19, 740, 747, 760]
body-para: WHEREAS, the Authorized Signatory, M/s. Jindal Stainless Limited, Jajpur, Odisha and applied for diversion of 66.20 ha forest land (including safety zone area 1.899 ha) in respect of Jindal Chromite mines in village Kaliapani and Forest Block No. 27 of Mahagiri DPF in Sukinda Tahasil of Jajpur district under Cuttack Forest Division, Odisha.	[19, 174, 747, 194]
goi-heading: Government of India	[1027, 513, 1207, 533]
condition-item: ix. The Compensatory afforestation over equivalent non-forest land, shall be raised shall be raised by the State Forest Department at the project cost. At least 1000 saplings per ha shall be planted over admissible CA land. If this not possible to plant these many saplings in the identified NFL, the balance seedlings will be planted in degraded forest land as per the prescription of the Working Plan at the cost of the User Agency. In such cases CA cost will be revised and duly approved by the competent authority and deposited online in the CAF managed by the CAMPA;	[32, 1748, 747, 1778]
